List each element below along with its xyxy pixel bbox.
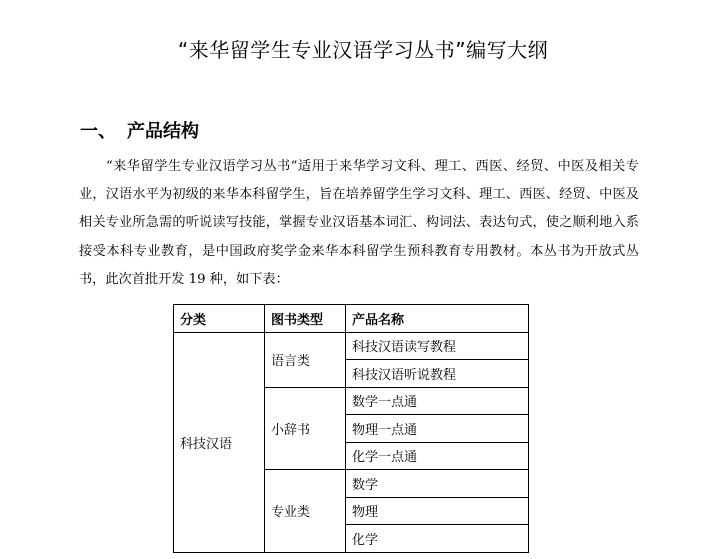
product-table <box>173 304 529 553</box>
product-cell: 化学一点通 <box>346 442 529 470</box>
table-row <box>174 332 529 360</box>
book-type-cell: 小辞书 <box>265 387 346 470</box>
header-category: 分类 <box>174 305 265 333</box>
table-header-row <box>174 305 529 333</box>
document-title: “来华留学生专业汉语学习丛书”编写大纲 <box>177 38 549 62</box>
section-heading <box>80 119 199 145</box>
header-product-name: 产品名称 <box>346 305 529 333</box>
book-type-cell: 语言类 <box>265 332 346 387</box>
section-number: 一、 <box>80 121 116 142</box>
product-cell: 科技汉语听说教程 <box>346 360 529 388</box>
product-cell: 物理 <box>346 497 529 525</box>
section-heading-text: 产品结构 <box>127 121 199 142</box>
product-cell: 物理一点通 <box>346 415 529 443</box>
header-book-type: 图书类型 <box>265 305 346 333</box>
product-cell: 化学 <box>346 525 529 553</box>
intro-paragraph: “来华留学生专业汉语学习丛书”适用于来华学习文科、理工、西医、经贸、中医及相关专业，汉语水平为初级的来华本科留学生，旨在培养留学生学习文科、理工、西医、经贸、中医及相关专业所急需的听说读写技能，掌握专业汉语基本词汇、构词法、表达句式，使之顺利地入系接受本科专业教育，是中国政府奖学金来华本科留学生预科教育专用教材。本丛书为开放式丛书，此次首批开发 19 种，如下表： <box>79 159 639 287</box>
book-type-cell: 专业类 <box>265 470 346 553</box>
product-cell: 数学一点通 <box>346 387 529 415</box>
category-cell: 科技汉语 <box>174 332 265 552</box>
product-cell: 科技汉语读写教程 <box>346 332 529 360</box>
product-cell: 数学 <box>346 470 529 498</box>
